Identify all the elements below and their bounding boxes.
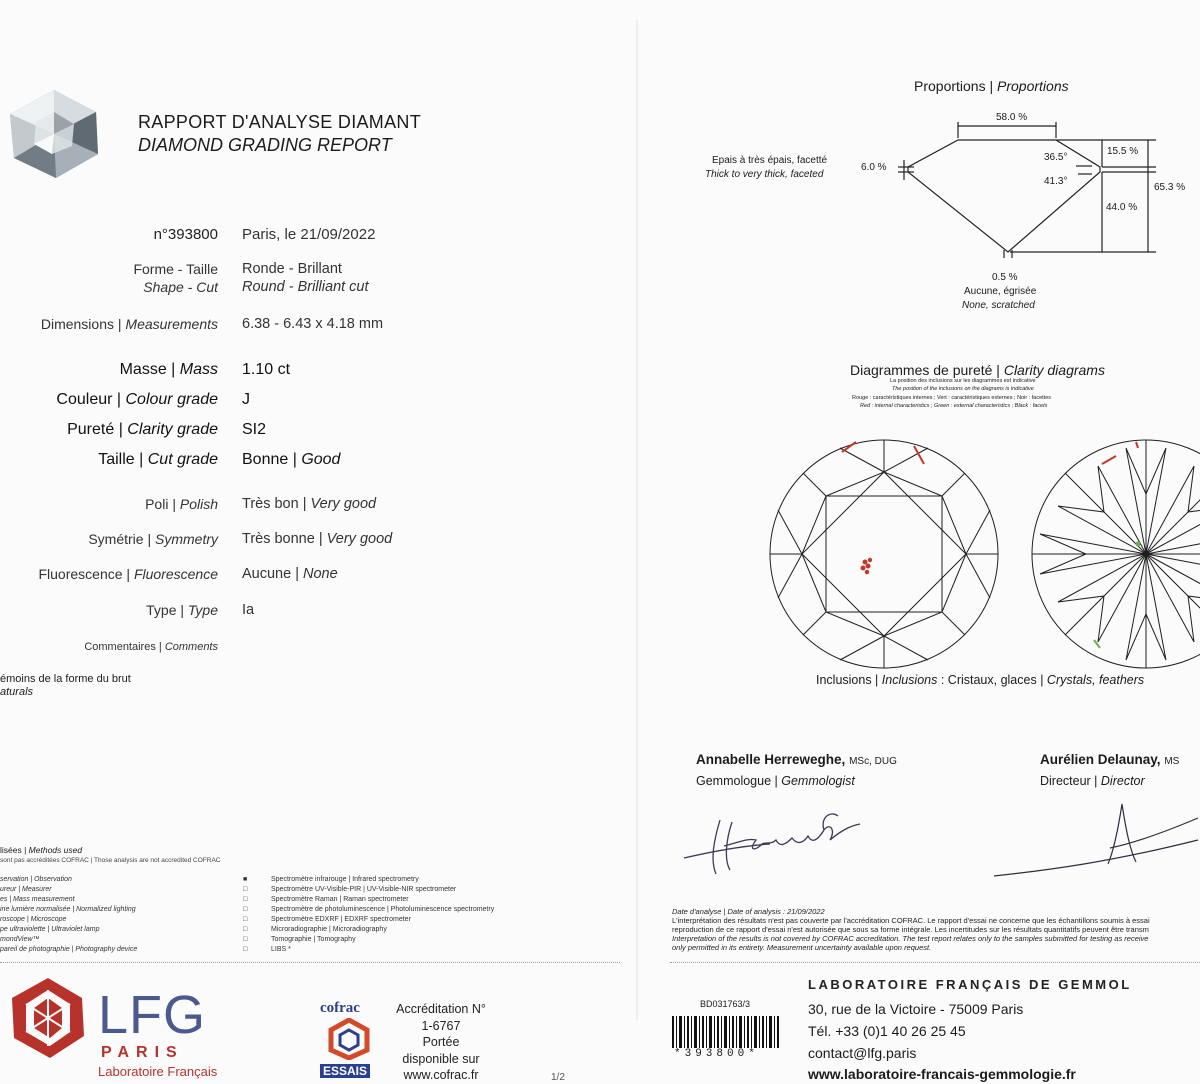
measurements-value: 6.38 - 6.43 x 4.18 mm — [242, 316, 384, 332]
symmetry-label: Symétrie | Symmetry — [88, 531, 218, 547]
checkbox-empty: □ — [243, 896, 248, 903]
checkbox-empty: □ — [243, 906, 248, 913]
method-item: roscope | Microscope — [0, 916, 67, 923]
cofrac-logo-icon — [326, 1018, 372, 1065]
method-item: mondView™ — [0, 936, 40, 943]
lab-name: LABORATOIRE FRANÇAIS DE GEMMOL — [808, 977, 1132, 992]
cut-label: Taille | Cut grade — [98, 451, 218, 468]
culet-desc-fr: Aucune, égrisée — [964, 286, 1037, 297]
divider-right — [670, 962, 1200, 963]
methods-right-list — [271, 875, 494, 955]
method-item: Spectromètre UV-Visible-PIR | UV-Visible-NIR spectrometer — [271, 886, 457, 893]
comments-line1: émoins de la forme du brut — [0, 673, 131, 685]
clarity-label: Pureté | Clarity grade — [67, 421, 218, 438]
proportions-diagram — [870, 108, 1170, 263]
checkbox-empty: □ — [243, 886, 248, 893]
signatory-1-name: Annabelle Herreweghe, MSc, DUG — [696, 752, 897, 767]
clarity-diagram-crown — [764, 434, 1004, 679]
clarity-note-3: Rouge : caractéristiques internes ; Vert : caractéristiques externes ; Noir : facettes — [852, 395, 1052, 401]
method-item: Spectromètre Raman | Raman spectrometer — [271, 896, 409, 903]
shape-label-fr: Forme - Taille — [133, 261, 218, 277]
methods-checkboxes — [243, 875, 247, 955]
method-item: LIBS * — [271, 946, 291, 953]
symmetry-value: Très bonne | Very good — [242, 531, 393, 547]
barcode-ref: BD031763/3 — [700, 999, 751, 1009]
mass-label: Masse | Mass — [119, 361, 218, 378]
culet-percent: 0.5 % — [992, 272, 1018, 283]
culet-desc-en: None, scratched — [962, 300, 1035, 311]
colour-label: Couleur | Colour grade — [56, 391, 218, 408]
signature-1 — [680, 800, 880, 885]
girdle-percent: 6.0 % — [861, 162, 887, 173]
pavilion-angle: 41.3° — [1044, 176, 1068, 187]
lab-tel: Tél. +33 (0)1 40 26 25 45 — [808, 1023, 966, 1039]
type-value: Ia — [242, 602, 255, 618]
shape-label-en: Shape - Cut — [143, 279, 218, 295]
clarity-diagrams-title: Diagrammes de pureté | Clarity diagrams — [850, 362, 1105, 378]
cut-value: Bonne | Good — [242, 451, 341, 468]
comments-line2: aturals — [0, 686, 34, 698]
shape-value-en: Round - Brilliant cut — [242, 279, 369, 295]
crown-height: 15.5 % — [1107, 146, 1139, 157]
method-item: ine lumière normalisée | Normalized lighting — [0, 906, 136, 913]
girdle-desc-fr: Epais à très épais, facetté — [712, 155, 828, 166]
proportions-title: Proportions | Proportions — [914, 78, 1069, 94]
legal-line-3: reproduction de ce rapport d'essai n'est autorisée que sous sa forme intégrale. Les incertitudes sur les résultats quantitatifs peuvent être transm — [672, 925, 1149, 934]
method-item: Tomographie | Tomography — [271, 936, 356, 943]
fluorescence-value: Aucune | None — [242, 566, 338, 582]
pavilion-depth: 44.0 % — [1106, 202, 1138, 213]
cofrac-logo-top: cofrac — [320, 1000, 360, 1016]
checkbox-empty: □ — [243, 926, 248, 933]
methods-title: lisées | Methods used — [0, 845, 83, 855]
signatory-2-role: Directeur | Director — [1040, 774, 1145, 788]
comments-label: Commentaires | Comments — [84, 641, 218, 653]
lfg-logo-sub: PARIS — [101, 1044, 184, 1061]
method-item: Microradiographie | Microradiography — [271, 926, 387, 933]
method-item: pareil de photographie | Photography device — [0, 946, 138, 953]
checkbox-checked: ■ — [243, 876, 248, 883]
lab-website: www.laboratoire-francais-gemmologie.fr — [808, 1066, 1076, 1082]
method-item: Spectromètre EDXRF | EDXRF spectrometer — [271, 916, 411, 923]
girdle-desc-en: Thick to very thick, faceted — [705, 169, 824, 180]
clarity-note-4: Red : internal characteristics ; Green : external characteristics ; Black : facets — [860, 403, 1048, 409]
total-depth: 65.3 % — [1154, 182, 1186, 193]
type-label: Type | Type — [146, 602, 218, 618]
legal-line-2: L'interprétation des résultats n'est pas couverte par l'accréditation COFRAC. Le rapport d'essai ne concerne que les échantillons soumis à essai — [672, 916, 1150, 925]
page-number: 1/2 — [551, 1072, 565, 1083]
report-title-en: DIAMOND GRADING REPORT — [138, 135, 392, 155]
report-title-fr: RAPPORT D'ANALYSE DIAMANT — [138, 112, 422, 132]
legal-line-5: only permitted in its entirety. Measurement uncertainty available upon request. — [672, 943, 932, 952]
clarity-note-1: La position des inclusions sur les diagrammes est indicative — [890, 378, 1036, 384]
signatory-1-role: Gemmologue | Gemmologist — [696, 774, 855, 788]
clarity-diagram-pavilion — [1026, 434, 1200, 679]
cofrac-accreditation: Accréditation N° 1-6767 Portée disponible sur www.cofrac.fr — [396, 1002, 486, 1082]
mass-value: 1.10 ct — [242, 361, 291, 378]
legal-line-4: Interpretation of the results is not covered by COFRAC accreditation. The test report relates only to the samples submitted for testing as receive — [672, 934, 1149, 943]
methods-note: sont pas accréditées COFRAC | Those analysis are not accredited COFRAC — [0, 857, 221, 864]
method-item: servation | Observation — [0, 876, 72, 883]
method-item: pe ultraviolette | Ultraviolet lamp — [0, 926, 100, 933]
polish-value: Très bon | Very good — [242, 496, 377, 512]
signature-2 — [990, 800, 1200, 885]
report-number: n°393800 — [153, 226, 218, 243]
lab-email: contact@lfg.paris — [808, 1045, 917, 1061]
diamond-image — [6, 88, 102, 185]
methods-left-list — [0, 875, 137, 955]
clarity-note-2: The position of the inclusions on the diagrams is indicative — [892, 386, 1034, 392]
measurements-label: Dimensions | Measurements — [40, 316, 218, 332]
cofrac-logo-bottom: ESSAIS — [320, 1064, 370, 1078]
table-percent: 58.0 % — [996, 112, 1028, 123]
checkbox-empty: □ — [243, 916, 248, 923]
clarity-value: SI2 — [242, 421, 267, 438]
report-place-date: Paris, le 21/09/2022 — [242, 226, 376, 243]
checkbox-empty: □ — [243, 946, 248, 953]
inclusions-text: Inclusions | Inclusions : Cristaux, glaces | Crystals, feathers — [816, 673, 1145, 687]
shape-value-fr: Ronde - Brillant — [242, 261, 342, 277]
checkbox-empty: □ — [243, 936, 248, 943]
colour-value: J — [242, 391, 250, 408]
lab-address: 30, rue de la Victoire - 75009 Paris — [808, 1001, 1024, 1017]
legal-date: Date d'analyse | Date of analysis : 21/09/2022 — [672, 907, 825, 916]
signatory-2-name: Aurélien Delaunay, MS — [1040, 752, 1180, 767]
divider-left — [0, 962, 620, 963]
method-item: es | Mass measurement — [0, 896, 75, 903]
polish-label: Poli | Polish — [145, 496, 218, 512]
barcode-text: *393800* — [674, 1048, 759, 1060]
method-item: ureur | Measurer — [0, 886, 52, 893]
lfg-logo-caption: Laboratoire Français — [98, 1064, 218, 1079]
crown-angle: 36.5° — [1044, 152, 1068, 163]
method-item: Spectromètre infrarouge | Infrared spectrometry — [271, 876, 419, 883]
fluorescence-label: Fluorescence | Fluorescence — [38, 566, 218, 582]
lfg-logo-icon — [8, 976, 88, 1065]
method-item: Spectromètre de photoluminescence | Photoluminescence spectrometry — [271, 906, 495, 913]
lfg-logo-text: LFG — [98, 985, 207, 1045]
